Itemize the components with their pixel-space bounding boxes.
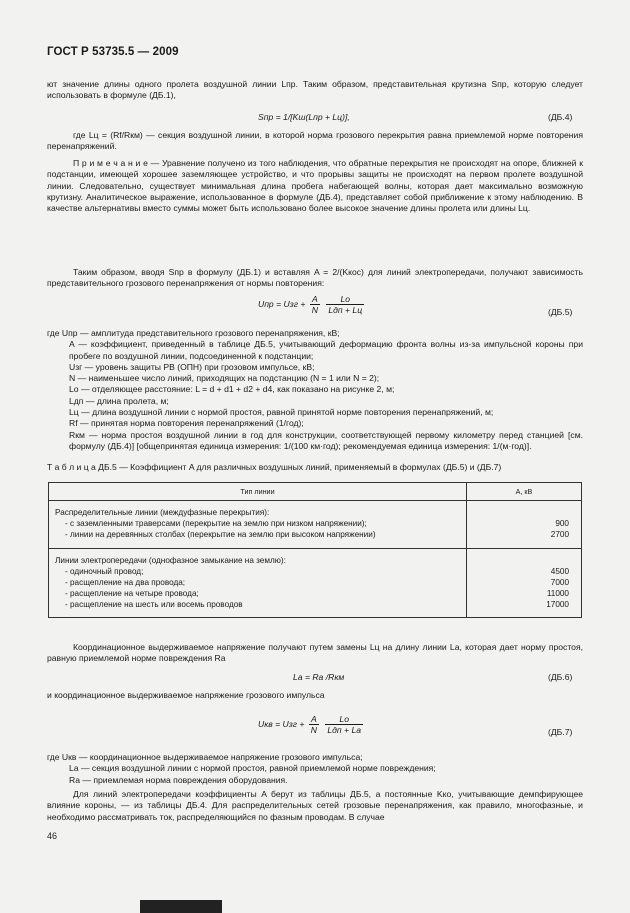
def-item: Rа — приемлемая норма повреждения оборудования. bbox=[69, 774, 288, 785]
formula-db7-den: Lдп + Lа bbox=[327, 725, 362, 735]
formula-db7-lo: Lо bbox=[339, 714, 349, 724]
note-paragraph: П р и м е ч а н и е — Уравнение получено из того наблюдения, что обратные перекрытия не происходят на опоре, ближней к подстанции, имеющей хорошее заземляющее устройство, и что прорывы защиты не происходят на первом пролете воздушной линии. Следовательно, существует минимальная длина пробега набегающей волны, которая дает максимально возможную крутизну. Аналитическое выражение, использованное в формуле (ДБ.4), представляет собой приближение к этому наблюдению. В качестве альтернативы вместо суммы может быть использовано более высокое значение длины пролета или длины Lц. bbox=[47, 158, 583, 214]
def-item: Lа — секция воздушной линии с нормой простоя, равной приемлемой норме повреждения; bbox=[69, 763, 436, 774]
formula-db5-lhs: Uпр = Uзг + bbox=[258, 298, 306, 309]
paragraph-3: Таким образом, вводя Sпр в формулу (ДБ.1) и вставляя A = 2/(Kкоc) для линий электропередачи, получают зависимость представительного грозового перенапряжения от нормы повторения: bbox=[47, 267, 583, 289]
group1-row-label: - с заземленными траверсами (перекрытие на землю при низком напряжении); bbox=[65, 519, 367, 529]
document-header: ГОСТ Р 53735.5 — 2009 bbox=[47, 46, 179, 58]
formula-db7-lhs: Uкв = Uзг + bbox=[258, 718, 305, 729]
table-cell-group2-values bbox=[467, 548, 582, 617]
group2-row-label: - расщепление на шесть или восемь проводов bbox=[65, 600, 243, 610]
formula-db5-n: N bbox=[311, 305, 318, 315]
formula-db4-number: (ДБ.4) bbox=[548, 112, 573, 122]
group2-row-value: 11000 bbox=[546, 589, 569, 599]
coefficient-table bbox=[48, 482, 582, 618]
formula-db5-frac-l bbox=[326, 294, 364, 315]
formula-db5-lo: Lо bbox=[340, 294, 351, 304]
formula-db5-a: A bbox=[311, 294, 318, 304]
table-cell-group2-labels bbox=[49, 548, 467, 617]
paragraph-5: и координационное выдерживаемое напряжение грозового импульса bbox=[47, 690, 325, 700]
group1-row-label: - линии на деревянных столбах (перекрытие на землю при высоком напряжении) bbox=[65, 530, 376, 540]
formula-db7-a: A bbox=[311, 714, 317, 724]
table-row bbox=[49, 501, 582, 549]
def-item: Lо — отделяющее расстояние: L = d + d1 + d2 + d4, как показано на рисунке 2, м; bbox=[69, 384, 395, 395]
paragraph-1: ют значение длины одного пролета воздушной линии Lпр. Таким образом, представительная крутизна Sпр, которую следует использовать в формуле (ДБ.1), bbox=[47, 79, 583, 101]
group2-row-label: - одиночный провод; bbox=[65, 566, 144, 576]
formula-db7-frac-a bbox=[309, 714, 319, 735]
formula-db4: Sпр = 1/[Kш(Lпр + Lц)], bbox=[258, 112, 350, 122]
formula-db7-number: (ДБ.7) bbox=[548, 727, 573, 737]
group2-row-label: - расщепление на четыре провода; bbox=[65, 589, 199, 599]
formula-db6-number: (ДБ.6) bbox=[548, 672, 573, 682]
table-header-row bbox=[49, 483, 582, 501]
group2-row-value: 7000 bbox=[550, 578, 569, 588]
group2-row-value: 4500 bbox=[550, 566, 569, 576]
def-item: N — наименьшее число линий, приходящих на подстанцию (N = 1 или N = 2); bbox=[69, 373, 380, 384]
formula-db5-definitions bbox=[47, 328, 583, 452]
formula-db7-frac-l bbox=[325, 714, 363, 735]
paragraph-6: Для линий электропередачи коэффициенты A берут из таблицы ДБ.5, а постоянные Kко, учитывающие демпфирующее влияние короны, — из таблицы ДБ.4. Для распределительных сетей грозовые перенапряжения, как правило, многофазные, и необходимо рассматривать ток, распределяющийся по фазным проводам. В случае bbox=[47, 789, 583, 822]
formula-db5-den: Lдп + Lц bbox=[328, 305, 363, 315]
page-number: 46 bbox=[47, 831, 58, 841]
def-item: где Uпр — амплитуда представительного грозового перенапряжения, кВ; bbox=[47, 328, 340, 338]
def-item: Rf — принятая норма повторения перенапряжений (1/год); bbox=[69, 418, 304, 429]
def-item: Lц — длина воздушной линии с нормой простоя, равной принятой норме повторения перенапряжений, м; bbox=[69, 407, 494, 418]
def-item: Rкм — норма простоя воздушной линии в год для конструкции, соответствующей первому километру перед станцией [см. формулу (ДБ.4)] [общепринятая единица измерения: 1/(100 км·год); рекомендуемая единица измерения: 1/(м·год)]. bbox=[69, 429, 583, 451]
formula-db7 bbox=[258, 714, 365, 735]
group2-row-value: 17000 bbox=[546, 600, 569, 610]
group1-title: Распределительные линии (междуфазные перекрытия): bbox=[55, 508, 270, 517]
paragraph-2: где Lц = (Rf/Rкм) — секция воздушной линии, в которой норма грозового перекрытия равна приемлемой норме повторения перенапряжений. bbox=[47, 130, 583, 152]
group2-row-label: - расщепление на два провода; bbox=[65, 578, 186, 588]
formula-db5-number: (ДБ.5) bbox=[548, 307, 573, 317]
def-item: A — коэффициент, приведенный в таблице ДБ.5, учитывающий деформацию фронта волны из-за импульсной короны при пробеге по воздушной линии, подсоединенной к подстанции; bbox=[69, 339, 583, 361]
formula-db7-n: N bbox=[310, 725, 317, 735]
def-item: Lдп — длина пролета, м; bbox=[69, 395, 169, 406]
table-header-line-type: Тип линии bbox=[49, 483, 467, 501]
group1-row-value: 900 bbox=[555, 519, 569, 529]
def-item: Uзг — уровень защиты РВ (ОПН) при грозовом импульсе, кВ; bbox=[69, 361, 315, 372]
table-cell-group1-labels bbox=[49, 501, 467, 549]
table-row bbox=[49, 548, 582, 617]
group1-row-value: 2700 bbox=[550, 530, 569, 540]
scan-edge-bar bbox=[140, 900, 222, 913]
paragraph-4: Координационное выдерживаемое напряжение получают путем замены Lц на длину линии Lа, которая дает норму простоя, равную приемлемой норме повреждения Rа bbox=[47, 642, 583, 664]
def-item: где Uкв — координационное выдерживаемое напряжение грозового импульса; bbox=[47, 752, 363, 762]
table-header-a: A, кВ bbox=[467, 483, 582, 501]
table-cell-group1-values bbox=[467, 501, 582, 549]
formula-db5 bbox=[258, 294, 366, 315]
formula-db5-frac-a bbox=[310, 294, 320, 315]
formula-db7-definitions bbox=[47, 752, 583, 786]
table-caption: Т а б л и ц а ДБ.5 — Коэффициент A для различных воздушных линий, применяемый в формулах (ДБ.5) и (ДБ.7) bbox=[47, 462, 502, 472]
formula-db6: Lа = Rа /Rкм bbox=[293, 672, 345, 682]
group2-title: Линии электропередачи (однофазное замыкание на землю): bbox=[55, 555, 286, 565]
